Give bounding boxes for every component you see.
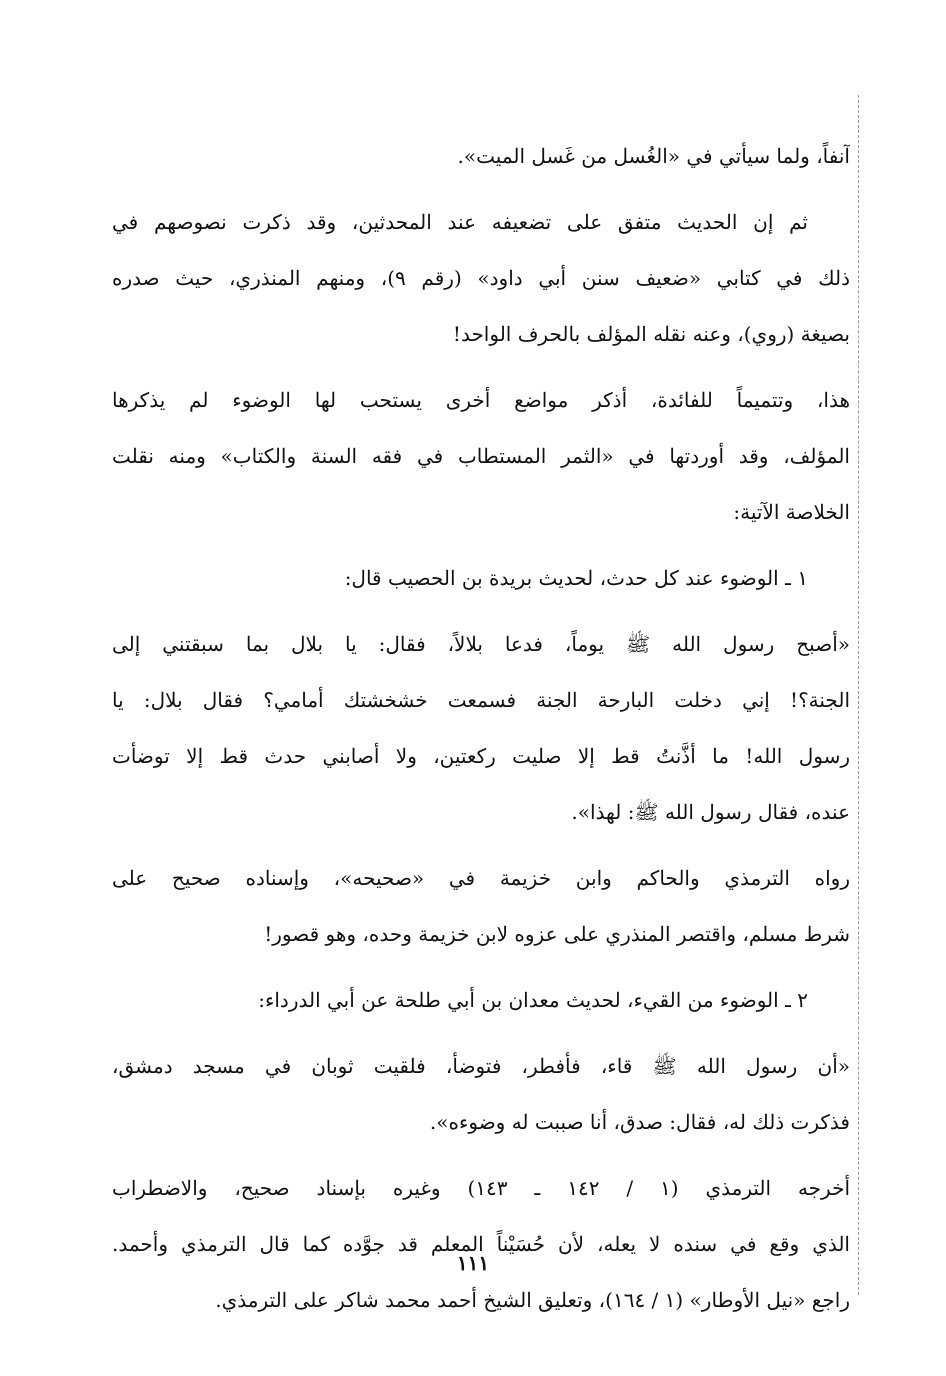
- page-body: [112, 128, 850, 1328]
- text-line: المؤلف، وقد أوردتها في «الثمر المستطاب في فقه السنة والكتاب» ومنه نقلت: [112, 444, 850, 468]
- text-line: الجنة؟! إني دخلت البارحة الجنة فسمعت خشخشتك أمامي؟ فقال بلال: يا: [112, 688, 850, 712]
- paragraph-narration-2: [112, 1160, 850, 1328]
- page-number: ١١١: [456, 1251, 490, 1275]
- text-line: الذي وقع في سنده لا يعله، لأن حُسَيْناً المعلم قد جوَّده كما قال الترمذي وأحمد.: [112, 1232, 850, 1256]
- text-line: فذكرت ذلك له، فقال: صدق، أنا صببت له وضوءه».: [429, 1110, 850, 1134]
- hadith-quote-vomit: [112, 1038, 850, 1150]
- text-line: آنفاً، ولما سيأتي في «الغُسل من غَسل الميت».: [457, 144, 850, 168]
- text-line: هذا، وتتميماً للفائدة، أذكر مواضع أخرى يستحب لها الوضوء لم يذكرها: [112, 388, 850, 412]
- text-line: رواه الترمذي والحاكم وابن خزيمة في «صحيحه»، وإسناده صحيح على: [112, 866, 850, 890]
- text-line: راجع «نيل الأوطار» (١ / ١٦٤)، وتعليق الشيخ أحمد محمد شاكر على الترمذي.: [215, 1288, 850, 1312]
- hadith-quote-bilal: [112, 616, 850, 840]
- text-line: ١ ـ الوضوء عند كل حدث، لحديث بريدة بن الحصيب قال:: [344, 566, 808, 590]
- heading-item-1: [112, 550, 850, 606]
- binding-edge-line: [858, 95, 859, 1295]
- text-line: عنده، فقال رسول الله ﷺ: لهذا».: [571, 800, 850, 824]
- paragraph-additional-places: [112, 372, 850, 540]
- heading-item-2: [112, 972, 850, 1028]
- text-line: ثم إن الحديث متفق على تضعيفه عند المحدثين، وقد ذكرت نصوصهم في: [112, 210, 808, 234]
- text-line: رسول الله! ما أذَّنتُ قط إلا صليت ركعتين، ولا أصابني حدث قط إلا توضأت: [112, 744, 850, 768]
- paragraph-continuation: [112, 128, 850, 184]
- paragraph-narration-1: [112, 850, 850, 962]
- text-line: شرط مسلم، واقتصر المنذري على عزوه لابن خزيمة وحده، وهو قصور!: [264, 922, 850, 946]
- text-line: الخلاصة الآتية:: [733, 500, 850, 524]
- text-line: «أن رسول الله ﷺ قاء، فأفطر، فتوضأ، فلقيت ثوبان في مسجد دمشق،: [112, 1054, 850, 1078]
- text-line: أخرجه الترمذي (١ / ١٤٢ ـ ١٤٣) وغيره بإسناد صحيح، والاضطراب: [112, 1176, 850, 1200]
- text-line: «أصبح رسول الله ﷺ يوماً، فدعا بلالاً، فقال: يا بلال بما سبقتني إلى: [112, 632, 850, 656]
- text-line: ذلك في كتابي «ضعيف سنن أبي داود» (رقم ٩)، ومنهم المنذري، حيث صدره: [112, 266, 850, 290]
- text-line: ٢ ـ الوضوء من القيء، لحديث معدان بن أبي طلحة عن أبي الدرداء:: [258, 988, 808, 1012]
- text-line: بصيغة (روي)، وعنه نقله المؤلف بالحرف الواحد!: [452, 322, 850, 346]
- paragraph-hadith-weakness: [112, 194, 850, 362]
